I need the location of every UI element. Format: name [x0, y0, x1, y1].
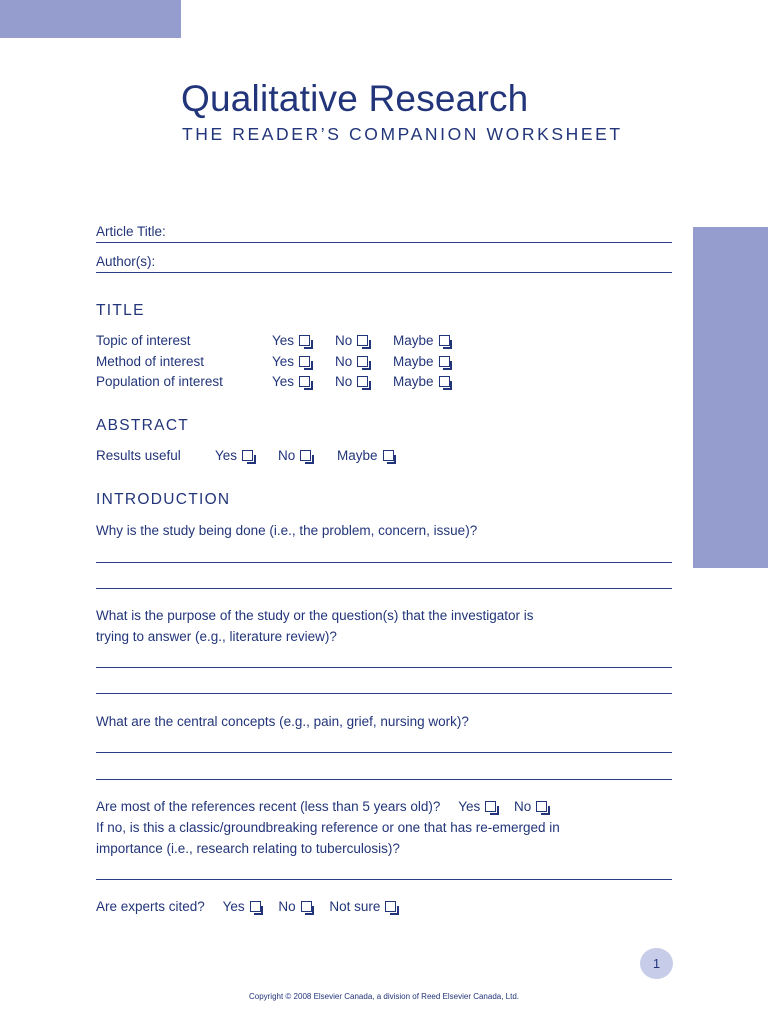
checkbox-icon[interactable]: [439, 335, 450, 346]
answer-line[interactable]: [96, 879, 672, 880]
checkbox-icon[interactable]: [299, 335, 310, 346]
page-title: Qualitative Research: [181, 78, 529, 119]
answer-line[interactable]: [96, 588, 672, 589]
answer-line[interactable]: [96, 562, 672, 563]
yes-option[interactable]: Yes: [272, 333, 310, 348]
no-option[interactable]: No: [335, 374, 368, 389]
no-option[interactable]: No: [278, 448, 311, 463]
yes-option[interactable]: Yes: [223, 896, 261, 917]
checkbox-icon[interactable]: [357, 356, 368, 367]
row-label: Method of interest: [96, 354, 205, 369]
maybe-option[interactable]: Maybe: [393, 374, 450, 389]
question-central-concepts: What are the central concepts (e.g., pain, grief, nursing work)?: [96, 714, 469, 729]
not-sure-option[interactable]: Not sure: [329, 896, 396, 917]
title-section-heading: TITLE: [96, 302, 145, 319]
checkbox-icon[interactable]: [536, 801, 547, 812]
checkbox-icon[interactable]: [439, 356, 450, 367]
introduction-section-heading: INTRODUCTION: [96, 491, 231, 508]
question-purpose-line2: trying to answer (e.g., literature review)?: [96, 629, 337, 644]
yes-option[interactable]: Yes: [272, 354, 310, 369]
checkbox-icon[interactable]: [357, 376, 368, 387]
checkbox-icon[interactable]: [301, 901, 312, 912]
copyright-notice: Copyright © 2008 Elsevier Canada, a division of Reed Elsevier Canada, Ltd.: [248, 992, 520, 1001]
checkbox-icon[interactable]: [300, 450, 311, 461]
checkbox-icon[interactable]: [242, 450, 253, 461]
answer-line[interactable]: [96, 693, 672, 694]
page-subtitle: THE READER’S COMPANION WORKSHEET: [182, 124, 623, 144]
checkbox-icon[interactable]: [250, 901, 261, 912]
checkbox-icon[interactable]: [357, 335, 368, 346]
checkbox-icon[interactable]: [299, 356, 310, 367]
question-purpose-line1: What is the purpose of the study or the question(s) that the investigator is: [96, 608, 534, 623]
row-label: Topic of interest: [96, 333, 191, 348]
abstract-section-heading: ABSTRACT: [96, 417, 190, 434]
checkbox-icon[interactable]: [299, 376, 310, 387]
question-classic-reference-line1: If no, is this a classic/groundbreaking reference or one that has re-emerged in: [96, 820, 560, 835]
checkbox-icon[interactable]: [439, 376, 450, 387]
yes-option[interactable]: Yes: [215, 448, 253, 463]
article-title-label: Article Title:: [96, 224, 166, 239]
article-title-field[interactable]: [96, 222, 672, 243]
no-option[interactable]: No: [514, 796, 547, 817]
top-decorative-bar: [0, 0, 181, 38]
maybe-option[interactable]: Maybe: [337, 448, 394, 463]
maybe-option[interactable]: Maybe: [393, 354, 450, 369]
side-decorative-bar: [693, 227, 768, 568]
authors-label: Author(s):: [96, 254, 156, 269]
no-option[interactable]: No: [278, 896, 311, 917]
question-experts-cited: Are experts cited? Yes No Not sure: [96, 896, 396, 917]
row-label: Population of interest: [96, 374, 223, 389]
checkbox-icon[interactable]: [485, 801, 496, 812]
answer-line[interactable]: [96, 667, 672, 668]
question-classic-reference-line2: importance (i.e., research relating to tuberculosis)?: [96, 841, 400, 856]
no-option[interactable]: No: [335, 333, 368, 348]
checkbox-icon[interactable]: [383, 450, 394, 461]
authors-field[interactable]: [96, 252, 672, 273]
checkbox-icon[interactable]: [385, 901, 396, 912]
yes-option[interactable]: Yes: [458, 796, 496, 817]
question-references-recent: Are most of the references recent (less than 5 years old)? Yes No: [96, 796, 547, 817]
answer-line[interactable]: [96, 779, 672, 780]
answer-line[interactable]: [96, 752, 672, 753]
no-option[interactable]: No: [335, 354, 368, 369]
page-number-badge: 1: [640, 948, 673, 979]
maybe-option[interactable]: Maybe: [393, 333, 450, 348]
question-why-study: Why is the study being done (i.e., the problem, concern, issue)?: [96, 523, 478, 538]
yes-option[interactable]: Yes: [272, 374, 310, 389]
row-label: Results useful: [96, 448, 181, 463]
